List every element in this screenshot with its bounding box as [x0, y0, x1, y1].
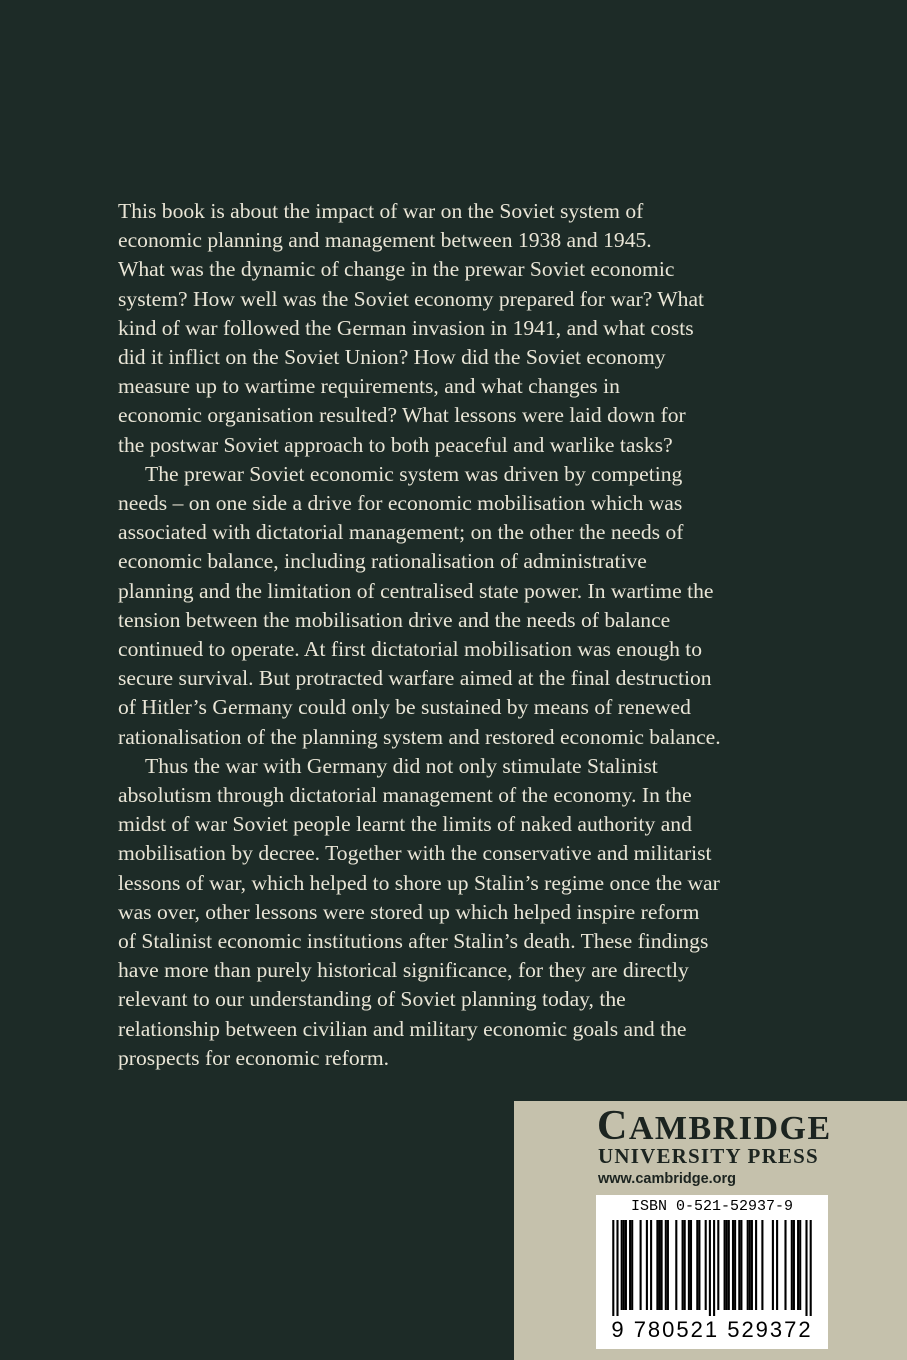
barcode-bar — [629, 1220, 631, 1310]
barcode-bar — [682, 1220, 684, 1310]
blurb-line: absolutism through dictatorial management of the economy. In the — [118, 783, 692, 808]
barcode-bar — [734, 1220, 736, 1310]
barcode-bar — [793, 1220, 795, 1310]
blurb-line: measure up to wartime requirements, and what changes in — [118, 374, 620, 399]
barcode-bar — [772, 1220, 774, 1310]
barcode-bar — [631, 1220, 633, 1310]
barcode-bar — [761, 1220, 763, 1310]
barcode-bar — [747, 1220, 749, 1310]
barcode-bar — [791, 1220, 793, 1310]
blurb-line: mobilisation by decree. Together with the conservative and militarist — [118, 841, 712, 866]
barcode-bar — [724, 1220, 726, 1310]
barcode-bar — [665, 1220, 667, 1310]
blurb-line: economic planning and management between 1938 and 1945. — [118, 228, 652, 253]
barcode-bar — [640, 1220, 642, 1310]
blurb-line: tension between the mobilisation drive and the needs of balance — [118, 607, 671, 632]
barcode-bar — [690, 1220, 692, 1310]
blurb-line: continued to operate. At first dictatorial mobilisation was enough to — [118, 637, 703, 662]
blurb-line: The prewar Soviet economic system was driven by competing — [145, 461, 683, 486]
blurb-line: of Hitler’s Germany could only be sustained by means of renewed — [118, 695, 691, 720]
publisher-box — [514, 1101, 907, 1360]
publisher-name-rest: AMBRIDGE — [628, 1110, 832, 1147]
barcode-block — [596, 1195, 828, 1349]
barcode-bar — [621, 1220, 623, 1310]
blurb-line: associated with dictatorial management; on the other the needs of — [118, 520, 684, 545]
barcode-bar — [675, 1220, 677, 1310]
blurb-line: was over, other lessons were stored up which helped inspire reform — [118, 899, 700, 924]
barcode-bar — [646, 1220, 648, 1310]
barcode-bar — [612, 1220, 614, 1316]
barcode-bar — [732, 1220, 734, 1310]
barcode-bar — [751, 1220, 753, 1310]
publisher-logo — [597, 1103, 832, 1149]
blurb-line: have more than purely historical significance, for they are directly — [118, 958, 689, 983]
barcode-bar — [688, 1220, 690, 1310]
barcode-bar — [740, 1220, 742, 1310]
barcode-bar — [709, 1220, 711, 1316]
barcode-bars — [596, 1220, 828, 1316]
blurb-line: rationalisation of the planning system and restored economic balance. — [118, 724, 721, 749]
barcode-bar — [738, 1220, 740, 1310]
barcode-bar — [696, 1220, 698, 1310]
barcode-bar — [656, 1220, 658, 1310]
barcode-bar — [667, 1220, 669, 1310]
blurb-line: planning and the limitation of centralised state power. In wartime the — [118, 578, 714, 603]
blurb-line: system? How well was the Soviet economy prepared for war? What — [118, 286, 705, 311]
barcode-bar — [713, 1220, 715, 1316]
barcode-bar — [650, 1220, 652, 1310]
blurb-line: This book is about the impact of war on the Soviet system of — [118, 199, 644, 223]
blurb-line: economic balance, including rationalisation of administrative — [118, 549, 647, 574]
blurb-line: relationship between civilian and military economic goals and the — [118, 1016, 687, 1041]
barcode-bar — [625, 1220, 627, 1310]
barcode-bar — [726, 1220, 728, 1310]
blurb-line: of Stalinist economic institutions after Stalin’s death. These findings — [118, 929, 709, 954]
barcode-bar — [728, 1220, 730, 1310]
publisher-name-initial: C — [597, 1103, 629, 1149]
blurb-line: What was the dynamic of change in the prewar Soviet economic — [118, 257, 675, 282]
barcode-bar — [661, 1220, 663, 1310]
barcode-bar — [658, 1220, 660, 1310]
barcode-bar — [797, 1220, 799, 1310]
publisher-url: www.cambridge.org — [598, 1171, 737, 1187]
barcode-bar — [623, 1220, 625, 1310]
blurb-line: economic organisation resulted? What lessons were laid down for — [118, 403, 686, 428]
blurb-line: did it inflict on the Soviet Union? How did the Soviet economy — [118, 345, 666, 370]
blurb-line: midst of war Soviet people learnt the limits of naked authority and — [118, 812, 692, 837]
blurb-line: kind of war followed the German invasion in 1941, and what costs — [118, 315, 694, 340]
barcode-bar — [784, 1220, 786, 1310]
blurb-line: Thus the war with Germany did not only stimulate Stalinist — [145, 753, 658, 778]
back-cover-blurb — [118, 197, 750, 1073]
blurb-line: prospects for economic reform. — [118, 1045, 390, 1070]
barcode-bar — [810, 1220, 812, 1316]
barcode-bar — [717, 1220, 719, 1310]
blurb-line: needs – on one side a drive for economic mobilisation which was — [118, 491, 683, 516]
blurb-line: relevant to our understanding of Soviet planning today, the — [118, 987, 626, 1012]
barcode-digits: 9 780521 529372 — [611, 1317, 813, 1342]
blurb-line: lessons of war, which helped to shore up Stalin’s regime once the war — [118, 870, 720, 895]
barcode-bar — [799, 1220, 801, 1310]
blurb-line: the postwar Soviet approach to both peaceful and warlike tasks? — [118, 432, 673, 457]
blurb-line: secure survival. But protracted warfare aimed at the final destruction — [118, 666, 712, 691]
publisher-subtitle: UNIVERSITY PRESS — [598, 1144, 819, 1168]
barcode-bar — [684, 1220, 686, 1310]
barcode-bar — [705, 1220, 707, 1310]
barcode-bar — [805, 1220, 807, 1316]
barcode-bar — [616, 1220, 618, 1316]
isbn-label: ISBN 0-521-52937-9 — [630, 1198, 794, 1215]
barcode-bar — [698, 1220, 700, 1310]
barcode-bar — [755, 1220, 757, 1310]
barcode-bar — [776, 1220, 778, 1310]
barcode-bar — [749, 1220, 751, 1310]
